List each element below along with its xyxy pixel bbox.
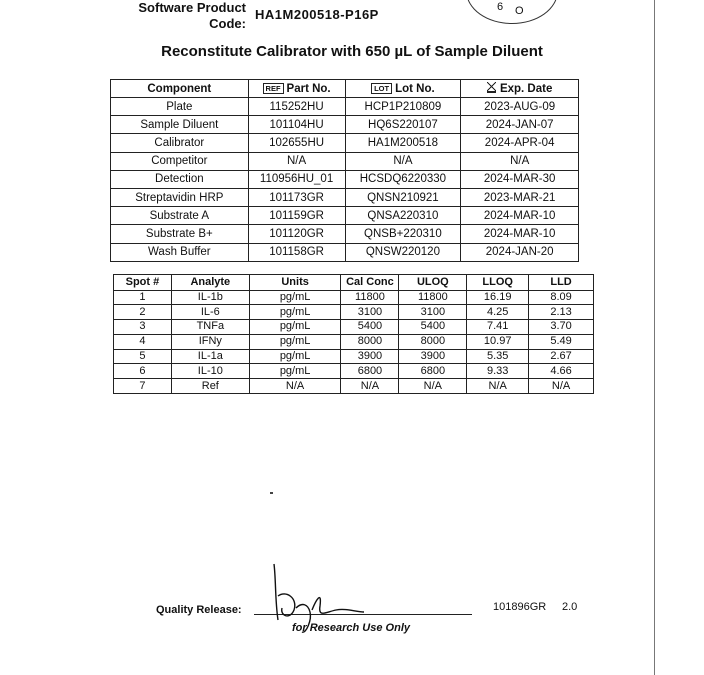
component-cell-lot-no: QNSW220120: [345, 243, 461, 261]
quality-release-label: Quality Release:: [156, 604, 242, 616]
analyte-row: [114, 364, 594, 379]
document-number: 101896GR: [493, 601, 547, 613]
document-version: 2.0: [562, 601, 578, 613]
component-cell-exp-date: 2024-APR-04: [461, 134, 579, 152]
analyte-header-cell: Cal Conc: [341, 275, 399, 291]
analyte-header-cell: Units: [249, 275, 341, 291]
component-row: [111, 152, 579, 170]
analyte-cell: N/A: [529, 379, 594, 394]
part-no-header-label: Part No.: [286, 82, 331, 95]
analyte-cell: 11800: [399, 290, 467, 305]
analyte-cell: 5.49: [529, 334, 594, 349]
analyte-cell: IFNy: [171, 334, 249, 349]
component-row: [111, 207, 579, 225]
component-cell-lot-no: QNSA220310: [345, 207, 461, 225]
lot-no-header-label: Lot No.: [395, 82, 435, 95]
component-row: [111, 225, 579, 243]
exp-date-header: [461, 80, 579, 98]
component-cell-part-no: 110956HU_01: [248, 170, 345, 188]
analyte-cell: N/A: [249, 379, 341, 394]
analyte-row: [114, 320, 594, 335]
component-cell-part-no: 101158GR: [248, 243, 345, 261]
analyte-cell: IL-1b: [171, 290, 249, 305]
component-cell-component: Wash Buffer: [111, 243, 249, 261]
analyte-cell: 3100: [341, 305, 399, 320]
analyte-cell: 3.70: [529, 320, 594, 335]
analyte-cell: 9.33: [467, 364, 529, 379]
component-cell-component: Calibrator: [111, 134, 249, 152]
component-cell-part-no: 115252HU: [248, 98, 345, 116]
analyte-cell: 6800: [399, 364, 467, 379]
research-use-only-note: for Research Use Only: [292, 622, 410, 634]
analyte-cell: 2: [114, 305, 172, 320]
analyte-row: [114, 290, 594, 305]
components-header-row: [111, 80, 579, 98]
analyte-cell: 11800: [341, 290, 399, 305]
lot-no-header: [345, 80, 461, 98]
component-cell-exp-date: 2024-MAR-30: [461, 170, 579, 188]
component-cell-lot-no: HQ6S220107: [345, 116, 461, 134]
component-row: [111, 243, 579, 261]
analyte-cell: 5.35: [467, 349, 529, 364]
analyte-cell: N/A: [341, 379, 399, 394]
analyte-header-row: [114, 275, 594, 291]
analyte-cell: 5400: [341, 320, 399, 335]
analyte-cell: 8000: [399, 334, 467, 349]
component-cell-exp-date: 2024-JAN-07: [461, 116, 579, 134]
analyte-cell: 1: [114, 290, 172, 305]
component-cell-component: Substrate B+: [111, 225, 249, 243]
analyte-cell: pg/mL: [249, 290, 341, 305]
component-cell-part-no: 101159GR: [248, 207, 345, 225]
analyte-header-cell: Spot #: [114, 275, 172, 291]
component-cell-component: Substrate A: [111, 207, 249, 225]
analyte-cell: 7: [114, 379, 172, 394]
software-product-code-value: HA1M200518-P16P: [255, 7, 379, 22]
exp-date-header-label: Exp. Date: [499, 83, 553, 95]
analyte-cell: 3900: [341, 349, 399, 364]
analyte-cell: Ref: [171, 379, 249, 394]
component-row: [111, 116, 579, 134]
component-cell-lot-no: N/A: [345, 152, 461, 170]
component-cell-part-no: N/A: [248, 152, 345, 170]
analyte-cell: 5: [114, 349, 172, 364]
analyte-cell: N/A: [467, 379, 529, 394]
hourglass-icon: [487, 82, 496, 93]
component-cell-part-no: 101104HU: [248, 116, 345, 134]
analyte-cell: 16.19: [467, 290, 529, 305]
analyte-cell: 6800: [341, 364, 399, 379]
circle-glyph-o: O: [515, 5, 524, 17]
analyte-header-cell: Analyte: [171, 275, 249, 291]
component-cell-exp-date: 2024-JAN-20: [461, 243, 579, 261]
component-cell-component: Sample Diluent: [111, 116, 249, 134]
analyte-cell: 4.66: [529, 364, 594, 379]
analyte-cell: 4: [114, 334, 172, 349]
components-table: [110, 79, 579, 262]
component-cell-part-no: 101120GR: [248, 225, 345, 243]
analyte-cell: 6: [114, 364, 172, 379]
component-cell-lot-no: HCSDQ6220330: [345, 170, 461, 188]
analyte-table: [113, 274, 594, 394]
part-no-header: [248, 80, 345, 98]
analyte-row: [114, 349, 594, 364]
plate-layout-circle: [466, 0, 558, 24]
circle-glyph-6: 6: [497, 1, 504, 13]
analyte-cell: pg/mL: [249, 334, 341, 349]
analyte-cell: 8.09: [529, 290, 594, 305]
component-cell-component: Competitor: [111, 152, 249, 170]
component-cell-exp-date: 2023-MAR-21: [461, 188, 579, 206]
analyte-cell: 8000: [341, 334, 399, 349]
analyte-cell: 10.97: [467, 334, 529, 349]
scan-speck: [270, 492, 273, 494]
analyte-cell: IL-6: [171, 305, 249, 320]
component-cell-exp-date: 2024-MAR-10: [461, 225, 579, 243]
analyte-header-cell: LLOQ: [467, 275, 529, 291]
analyte-cell: IL-1a: [171, 349, 249, 364]
component-cell-lot-no: HA1M200518: [345, 134, 461, 152]
component-cell-exp-date: N/A: [461, 152, 579, 170]
analyte-header-cell: ULOQ: [399, 275, 467, 291]
component-cell-part-no: 101173GR: [248, 188, 345, 206]
lot-symbol-icon: LOT: [371, 83, 392, 94]
analyte-cell: pg/mL: [249, 320, 341, 335]
analyte-cell: pg/mL: [249, 364, 341, 379]
ref-symbol-icon: REF: [263, 83, 284, 94]
analyte-cell: 4.25: [467, 305, 529, 320]
analyte-row: [114, 305, 594, 320]
analyte-row: [114, 334, 594, 349]
analyte-cell: 3900: [399, 349, 467, 364]
analyte-cell: IL-10: [171, 364, 249, 379]
analyte-cell: 3: [114, 320, 172, 335]
analyte-header-cell: LLD: [529, 275, 594, 291]
component-cell-lot-no: QNSN210921: [345, 188, 461, 206]
component-cell-component: Detection: [111, 170, 249, 188]
component-cell-lot-no: QNSB+220310: [345, 225, 461, 243]
page-title: Reconstitute Calibrator with 650 µL of Sample Diluent: [161, 43, 543, 60]
analyte-cell: 5400: [399, 320, 467, 335]
component-cell-part-no: 102655HU: [248, 134, 345, 152]
analyte-cell: pg/mL: [249, 305, 341, 320]
component-cell-lot-no: HCP1P210809: [345, 98, 461, 116]
analyte-cell: pg/mL: [249, 349, 341, 364]
analyte-cell: 7.41: [467, 320, 529, 335]
component-cell-exp-date: 2023-AUG-09: [461, 98, 579, 116]
component-row: [111, 170, 579, 188]
analyte-cell: N/A: [399, 379, 467, 394]
analyte-row: [114, 379, 594, 394]
component-cell-exp-date: 2024-MAR-10: [461, 207, 579, 225]
analyte-cell: 2.13: [529, 305, 594, 320]
component-cell-component: Plate: [111, 98, 249, 116]
component-row: [111, 134, 579, 152]
component-cell-component: Streptavidin HRP: [111, 188, 249, 206]
analyte-cell: 2.67: [529, 349, 594, 364]
software-product-code-label: Software Product Code:: [138, 0, 246, 31]
analyte-cell: 3100: [399, 305, 467, 320]
component-header: Component: [111, 80, 249, 98]
component-row: [111, 98, 579, 116]
analyte-cell: TNFa: [171, 320, 249, 335]
component-row: [111, 188, 579, 206]
page-edge-line: [654, 0, 655, 675]
